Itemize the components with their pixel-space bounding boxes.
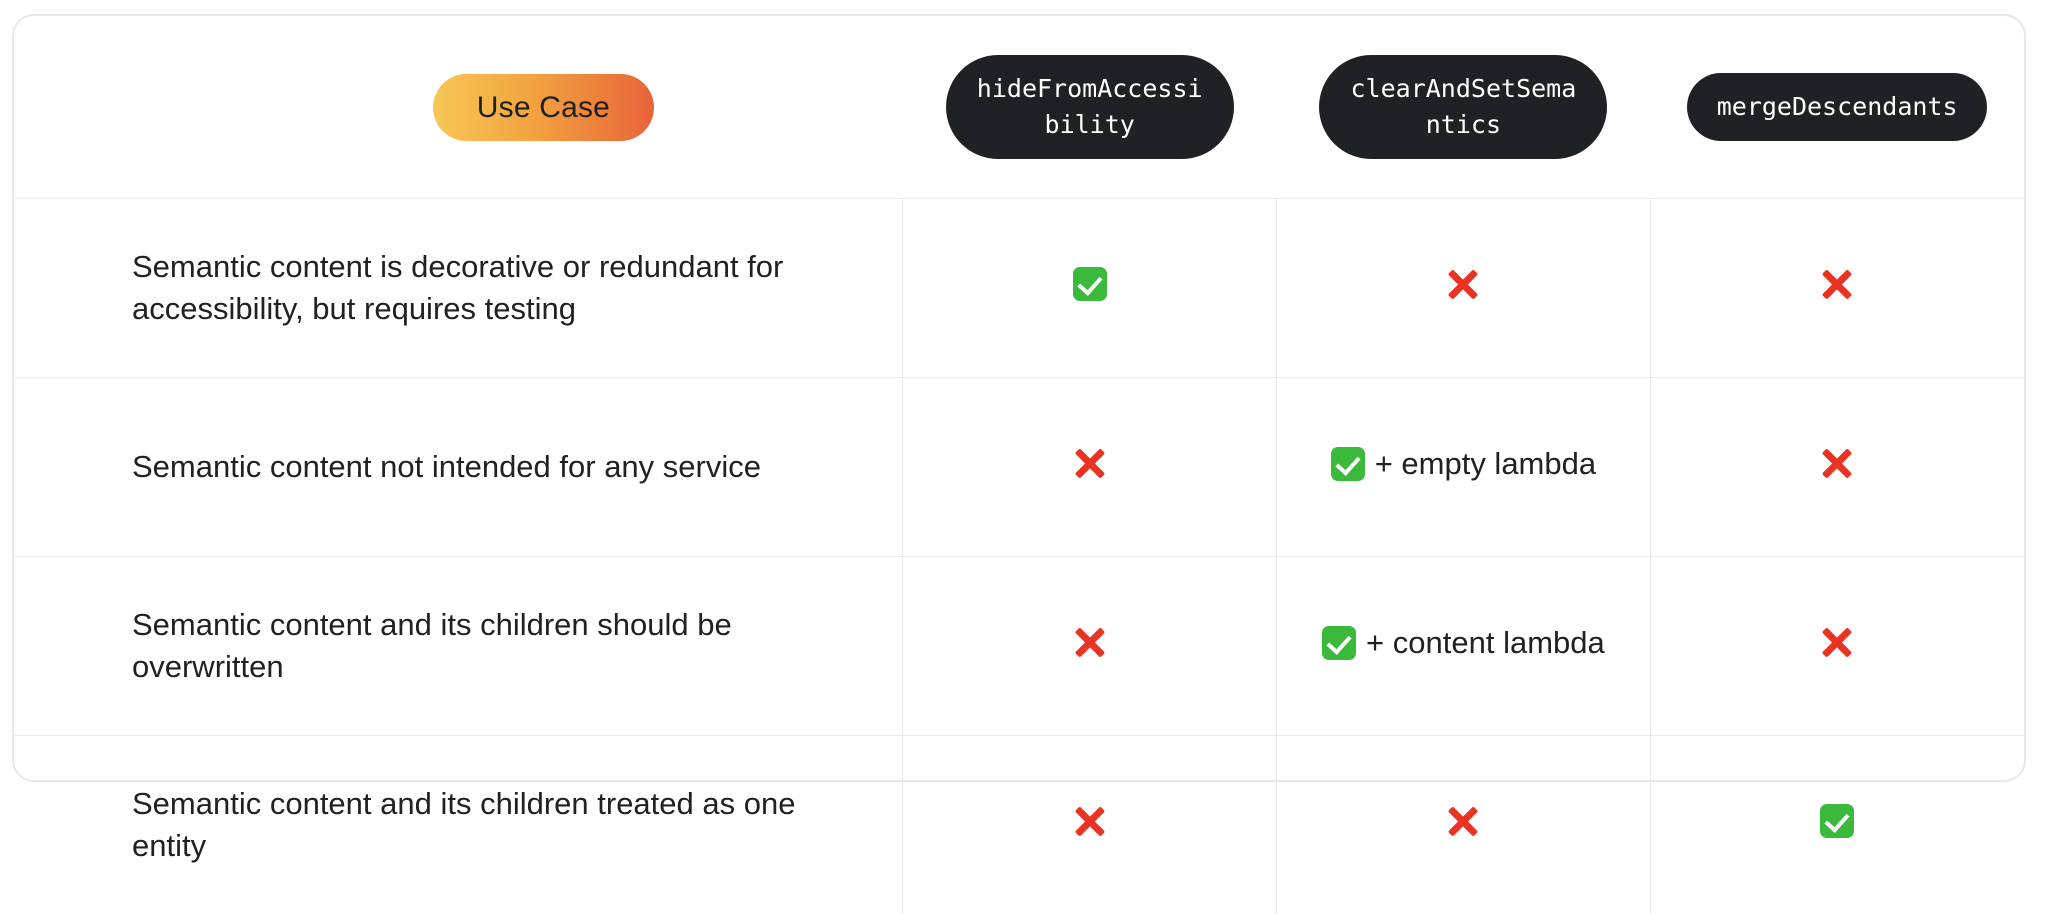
- cell-clear-and-set-semantics: [1277, 557, 1651, 736]
- cross-icon: [1070, 443, 1110, 483]
- cell-merge-descendants: [1650, 557, 2024, 736]
- cell-clear-and-set-semantics: [1277, 378, 1651, 557]
- header-hide-from-accessibility: [903, 16, 1277, 199]
- check-icon: [1322, 626, 1356, 660]
- use-case-text: Semantic content is decorative or redundant for accessibility, but requires testing: [14, 199, 903, 378]
- check-icon: [1820, 804, 1854, 838]
- cell-merge-descendants: [1650, 378, 2024, 557]
- use-case-pill: Use Case: [433, 74, 654, 141]
- table-row: [14, 199, 2024, 378]
- cell-clear-and-set-semantics: [1277, 736, 1651, 914]
- cell-merge-descendants: [1650, 199, 2024, 378]
- use-case-text: Semantic content not intended for any service: [14, 378, 903, 557]
- header-merge-descendants: [1650, 16, 2024, 199]
- table-header: [14, 16, 2024, 199]
- cell-merge-descendants: [1650, 736, 2024, 914]
- cell-hide-from-accessibility: [903, 557, 1277, 736]
- comparison-card: [12, 14, 2026, 782]
- table-row: [14, 378, 2024, 557]
- check-icon: [1331, 447, 1365, 481]
- hide-from-accessibility-pill: hideFromAccessibility: [946, 55, 1234, 160]
- table-body: [14, 199, 2024, 914]
- header-use-case: [14, 16, 903, 199]
- cell-hide-from-accessibility: [903, 736, 1277, 914]
- cross-icon: [1817, 622, 1857, 662]
- cross-icon: [1817, 264, 1857, 304]
- header-row: [14, 16, 2024, 199]
- cell-hide-from-accessibility: [903, 199, 1277, 378]
- cell-hide-from-accessibility: [903, 378, 1277, 557]
- check-icon: [1073, 267, 1107, 301]
- cross-icon: [1817, 443, 1857, 483]
- cell-note: + empty lambda: [1375, 446, 1596, 482]
- cross-icon: [1443, 801, 1483, 841]
- cross-icon: [1443, 264, 1483, 304]
- cross-icon: [1070, 801, 1110, 841]
- clear-and-set-semantics-pill: clearAndSetSemantics: [1319, 55, 1607, 160]
- header-clear-and-set-semantics: [1277, 16, 1651, 199]
- cell-clear-and-set-semantics: [1277, 199, 1651, 378]
- cell-note: + content lambda: [1366, 625, 1605, 661]
- use-case-text: Semantic content and its children should be overwritten: [14, 557, 903, 736]
- table-row: [14, 557, 2024, 736]
- use-case-text: Semantic content and its children treated as one entity: [14, 736, 903, 914]
- cross-icon: [1070, 622, 1110, 662]
- table-row: [14, 736, 2024, 914]
- merge-descendants-pill: mergeDescendants: [1687, 73, 1987, 141]
- semantics-comparison-table: [14, 16, 2024, 914]
